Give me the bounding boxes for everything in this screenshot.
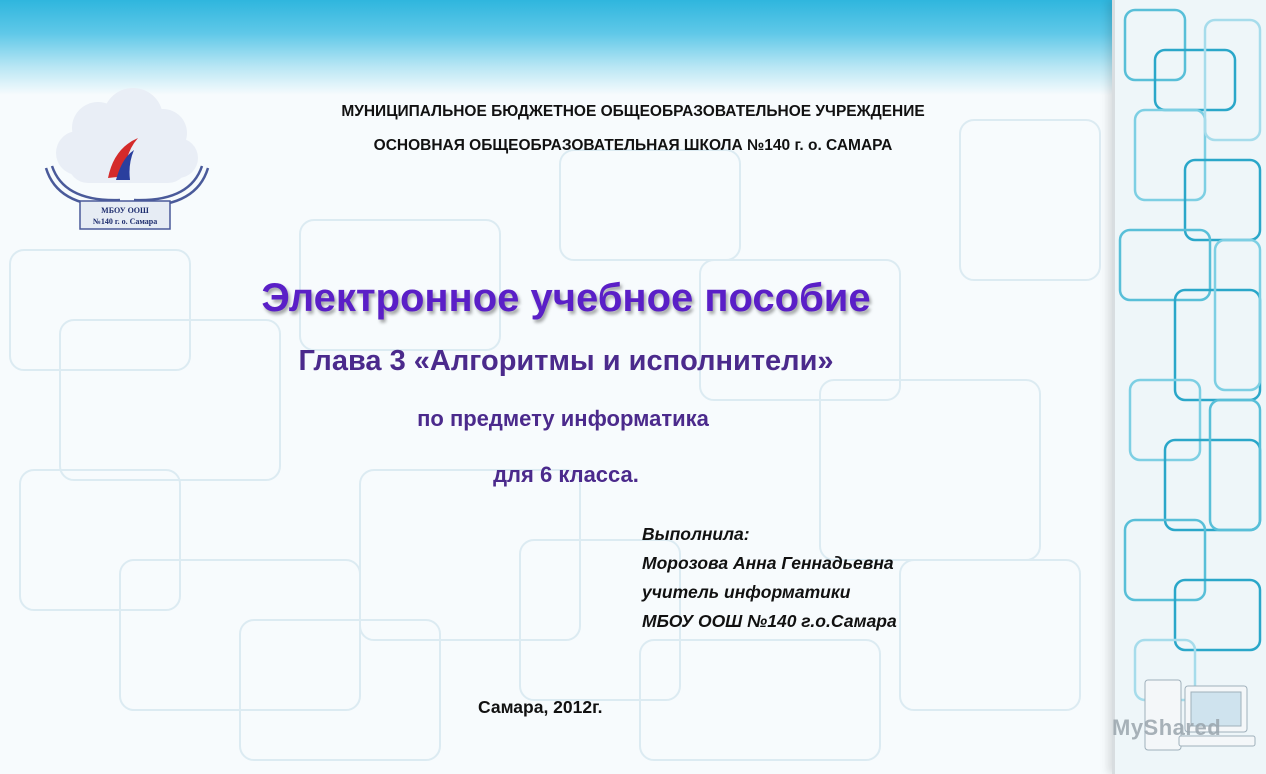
slide-subtitle: Глава 3 «Алгоритмы и исполнители» — [298, 345, 834, 377]
author-name: Морозова Анна Геннадьевна — [642, 553, 894, 573]
city-year: Самара, 2012г. — [478, 697, 603, 717]
author-school: МБОУ ООШ №140 г.о.Самара — [642, 611, 897, 631]
top-gradient-band — [0, 0, 1116, 95]
author-label: Выполнила: — [642, 524, 750, 544]
watermark-text: MyShared — [1112, 715, 1222, 740]
logo-label-line1: МБОУ ООШ — [101, 206, 149, 215]
school-logo — [38, 88, 216, 238]
slide-title: Электронное учебное пособие — [261, 276, 871, 320]
header-line-1: МУНИЦИПАЛЬНОЕ БЮДЖЕТНОЕ ОБЩЕОБРАЗОВАТЕЛЬНОЕ УЧРЕЖДЕНИЕ — [341, 103, 925, 120]
grade-line: для 6 класса. — [493, 462, 639, 487]
author-position: учитель информатики — [642, 582, 851, 602]
header-line-2: ОСНОВНАЯ ОБЩЕОБРАЗОВАТЕЛЬНАЯ ШКОЛА №140 г. о. САМАРА — [373, 137, 893, 154]
author-block — [642, 520, 897, 636]
logo-label-line2: №140 г. о. Самара — [92, 217, 158, 226]
subject-line: по предмету информатика — [417, 406, 709, 431]
